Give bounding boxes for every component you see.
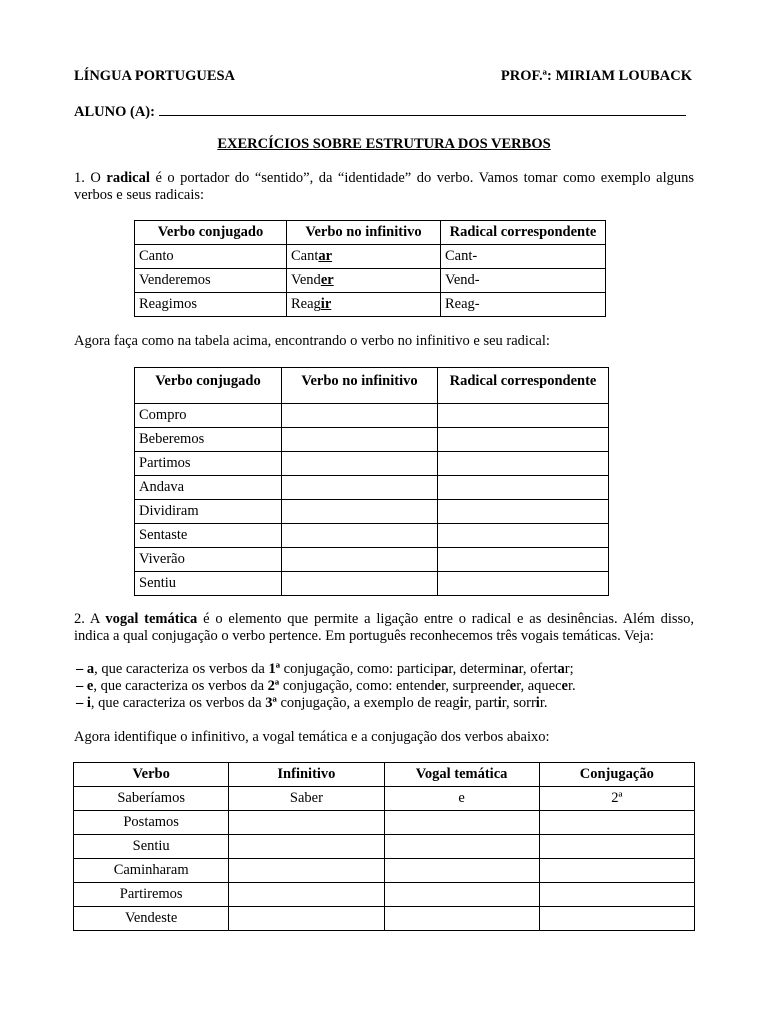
vowel-table-header: Verbo — [74, 763, 229, 787]
exercise-header: Radical correspondente — [438, 368, 609, 404]
q1-paragraph — [74, 170, 694, 204]
example-verb — [397, 661, 453, 677]
exercise-header: Verbo no infinitivo — [282, 368, 438, 404]
vowel-dash: – — [76, 695, 87, 711]
radical-answer-cell[interactable] — [438, 476, 609, 500]
conjugated-verb: Compro — [135, 404, 282, 428]
infinitive-ending: ar — [318, 248, 333, 264]
exercise-row — [135, 452, 609, 476]
radical-answer-cell[interactable] — [438, 524, 609, 548]
exercise-row — [135, 404, 609, 428]
radical-answer-cell[interactable] — [438, 404, 609, 428]
vowel-description: , que caracteriza os verbos da — [93, 678, 268, 694]
conjugation-cell[interactable] — [539, 811, 694, 835]
infinitive-answer-cell[interactable] — [282, 572, 438, 596]
teacher-heading: PROF.ª: MIRIAM LOUBACK — [500, 68, 692, 84]
example-vowel: a — [511, 661, 519, 677]
thematic-vowel: a — [86, 661, 95, 677]
conjugated-verb: Sentaste — [135, 524, 282, 548]
conjugated-verb: Viverão — [135, 548, 282, 572]
example-root: surpreend — [452, 678, 510, 694]
verb-cell: Vendeste — [74, 907, 229, 931]
verb-cell: Caminharam — [74, 859, 229, 883]
infinitive-answer-cell[interactable] — [282, 500, 438, 524]
q2-number: 2. A — [74, 611, 100, 627]
vowel-description: conjugação, a exemplo de — [276, 695, 435, 711]
example-ending: r — [463, 695, 468, 711]
example-ending: r — [518, 661, 523, 677]
example-vowel: a — [441, 661, 449, 677]
vowel-dash: – — [76, 661, 87, 677]
vowel-table-header: Vogal temática — [384, 763, 539, 787]
radical: Vend- — [441, 269, 606, 293]
radical: Cant- — [441, 245, 606, 269]
example-row — [135, 245, 606, 269]
infinitive-answer-cell[interactable] — [282, 404, 438, 428]
conjugation-number: 3ª — [265, 695, 277, 711]
radical-answer-cell[interactable] — [438, 500, 609, 524]
conjugation-cell[interactable] — [539, 835, 694, 859]
infinitive-verb — [287, 293, 441, 317]
infinitive-answer-cell[interactable] — [282, 524, 438, 548]
example-verb — [528, 678, 572, 694]
example-root: part — [475, 695, 498, 711]
example-verb — [513, 695, 544, 711]
infinitive-ending: ir — [320, 296, 332, 312]
infinitive-answer-cell[interactable] — [282, 548, 438, 572]
thematic-vowel-cell[interactable] — [384, 835, 539, 859]
example-root: particip — [396, 661, 442, 677]
radical-answer-cell[interactable] — [438, 548, 609, 572]
q2-text: é o elemento que permite a ligação entre o radical e as desinências. Além disso, indica a qual conjugação o verbo pertence. Em português reconhecemos três vogais temáticas. Veja: — [74, 611, 695, 644]
vowel-table-header: Conjugação — [539, 763, 694, 787]
vowel-description: conjugação, como: — [280, 661, 397, 677]
student-label: ALUNO (A): — [74, 104, 155, 120]
verb-cell: Sentiu — [74, 835, 229, 859]
q2-instruction: Agora identifique o infinitivo, a vogal temática e a conjugação dos verbos abaixo: — [74, 729, 550, 745]
example-ending: r — [448, 661, 453, 677]
example-ending: r — [539, 695, 544, 711]
vowel-table-row — [74, 835, 695, 859]
infinitive-root: Reag — [291, 296, 321, 312]
radical: Reag- — [441, 293, 606, 317]
example-vowel: i — [535, 695, 540, 711]
radical-answer-cell[interactable] — [438, 452, 609, 476]
example-vowel: e — [434, 678, 442, 694]
example-ending: r — [501, 695, 506, 711]
infinitive-cell[interactable] — [229, 859, 384, 883]
example-vowel: i — [497, 695, 502, 711]
conjugation-cell[interactable] — [539, 907, 694, 931]
example-vowel: a — [557, 661, 565, 677]
conjugated-verb: Reagimos — [135, 293, 287, 317]
thematic-vowel-cell: e — [384, 787, 539, 811]
infinitive-root: Vend — [291, 272, 321, 288]
infinitive-verb — [287, 269, 441, 293]
exercise-row — [135, 524, 609, 548]
example-ending: r — [567, 678, 572, 694]
conjugated-verb: Canto — [135, 245, 287, 269]
conjugation-number: 1ª — [268, 661, 281, 677]
exercise-row — [135, 548, 609, 572]
infinitive-verb — [287, 245, 441, 269]
example-verb — [453, 678, 521, 694]
vowel-description: , que caracteriza os verbos da — [94, 661, 269, 677]
q2-paragraph — [74, 611, 694, 645]
infinitive-cell[interactable] — [229, 835, 384, 859]
subject-heading: LÍNGUA PORTUGUESA — [74, 68, 236, 84]
exercise-row — [135, 500, 609, 524]
thematic-vowel-cell[interactable] — [384, 811, 539, 835]
example-root: determin — [459, 661, 512, 677]
vowel-table-header: Infinitivo — [229, 763, 384, 787]
thematic-vowel-cell[interactable] — [384, 883, 539, 907]
thematic-vowel-cell[interactable] — [384, 907, 539, 931]
thematic-vowel: i — [86, 695, 91, 711]
conjugated-verb: Venderemos — [135, 269, 287, 293]
example-header: Radical correspondente — [441, 221, 606, 245]
vowel-description: conjugação, como: — [279, 678, 396, 694]
radical-answer-cell[interactable] — [438, 572, 609, 596]
conjugation-cell: 2ª — [539, 787, 694, 811]
vowel-table-row — [74, 811, 695, 835]
example-header: Verbo conjugado — [135, 221, 287, 245]
q2-term: vogal temática — [105, 611, 198, 627]
thematic-vowel: e — [86, 678, 94, 694]
conjugated-verb: Sentiu — [135, 572, 282, 596]
thematic-vowel-list — [76, 661, 576, 712]
verb-cell: Postamos — [74, 811, 229, 835]
infinitive-ending: er — [320, 272, 334, 288]
vowel-item: – e, que caracteriza os verbos da 2ª conjugação, como: entender, surpreender, aquecer. — [76, 678, 576, 694]
infinitive-answer-cell[interactable] — [282, 476, 438, 500]
q1-instruction: Agora faça como na tabela acima, encontrando o verbo no infinitivo e seu radical: — [74, 333, 550, 349]
vowel-table-row — [74, 859, 695, 883]
example-ending: r — [441, 678, 446, 694]
infinitive-cell[interactable] — [229, 907, 384, 931]
example-root: aquec — [527, 678, 562, 694]
example-root: ofert — [530, 661, 558, 677]
exercise-row — [135, 476, 609, 500]
page-title: EXERCÍCIOS SOBRE ESTRUTURA DOS VERBOS — [217, 136, 551, 152]
exercise-row — [135, 572, 609, 596]
example-verb — [435, 695, 468, 711]
vowel-item: – a, que caracteriza os verbos da 1ª conjugação, como: participar, determinar, ofertar; — [76, 661, 574, 677]
vowel-dash: – — [76, 678, 87, 694]
example-vowel: i — [459, 695, 464, 711]
infinitive-cell[interactable] — [229, 811, 384, 835]
radical-answer-cell[interactable] — [438, 428, 609, 452]
example-verb — [396, 678, 445, 694]
verb-cell: Partiremos — [74, 883, 229, 907]
example-vowel: e — [561, 678, 568, 694]
exercise-header: Verbo conjugado — [135, 368, 282, 404]
example-row — [135, 269, 606, 293]
thematic-vowel-table — [73, 762, 695, 931]
example-ending: r — [516, 678, 521, 694]
student-name-field — [74, 103, 686, 121]
example-root: sorr — [513, 695, 536, 711]
infinitive-cell[interactable] — [229, 883, 384, 907]
exercise-row — [135, 428, 609, 452]
conjugation-number: 2ª — [267, 678, 280, 694]
infinitive-answer-cell[interactable] — [282, 428, 438, 452]
example-row — [135, 293, 606, 317]
example-verb — [475, 695, 506, 711]
example-vowel: e — [509, 678, 517, 694]
example-verb — [530, 661, 569, 677]
conjugation-cell[interactable] — [539, 883, 694, 907]
vowel-table-row — [74, 883, 695, 907]
conjugated-verb: Andava — [135, 476, 282, 500]
verb-cell: Saberíamos — [74, 787, 229, 811]
q1-text: é o portador do “sentido”, da “identidade” do verbo. Vamos tomar como exemplo alguns verbos e seus radicais: — [74, 170, 695, 203]
infinitive-answer-cell[interactable] — [282, 452, 438, 476]
conjugation-cell[interactable] — [539, 859, 694, 883]
student-name-blank[interactable] — [159, 103, 686, 116]
infinitive-cell: Saber — [229, 787, 384, 811]
example-ending: r — [564, 661, 570, 677]
q1-number: 1. O — [74, 170, 101, 186]
vowel-description: , que caracteriza os verbos da — [90, 695, 266, 711]
infinitive-root: Cant — [291, 248, 319, 264]
vowel-table-row — [74, 787, 695, 811]
example-root: entend — [396, 678, 435, 694]
vowel-table-row — [74, 907, 695, 931]
conjugated-verb: Partimos — [135, 452, 282, 476]
conjugated-verb: Dividiram — [135, 500, 282, 524]
vowel-item: – i, que caracteriza os verbos da 3ª conjugação, a exemplo de reagir, partir, sorrir. — [76, 695, 548, 711]
example-verb — [460, 661, 523, 677]
example-table — [134, 220, 606, 317]
exercise-table-radical — [134, 367, 609, 596]
q1-term: radical — [106, 170, 150, 186]
thematic-vowel-cell[interactable] — [384, 859, 539, 883]
conjugated-verb: Beberemos — [135, 428, 282, 452]
example-header: Verbo no infinitivo — [287, 221, 441, 245]
example-root: reag — [434, 695, 460, 711]
